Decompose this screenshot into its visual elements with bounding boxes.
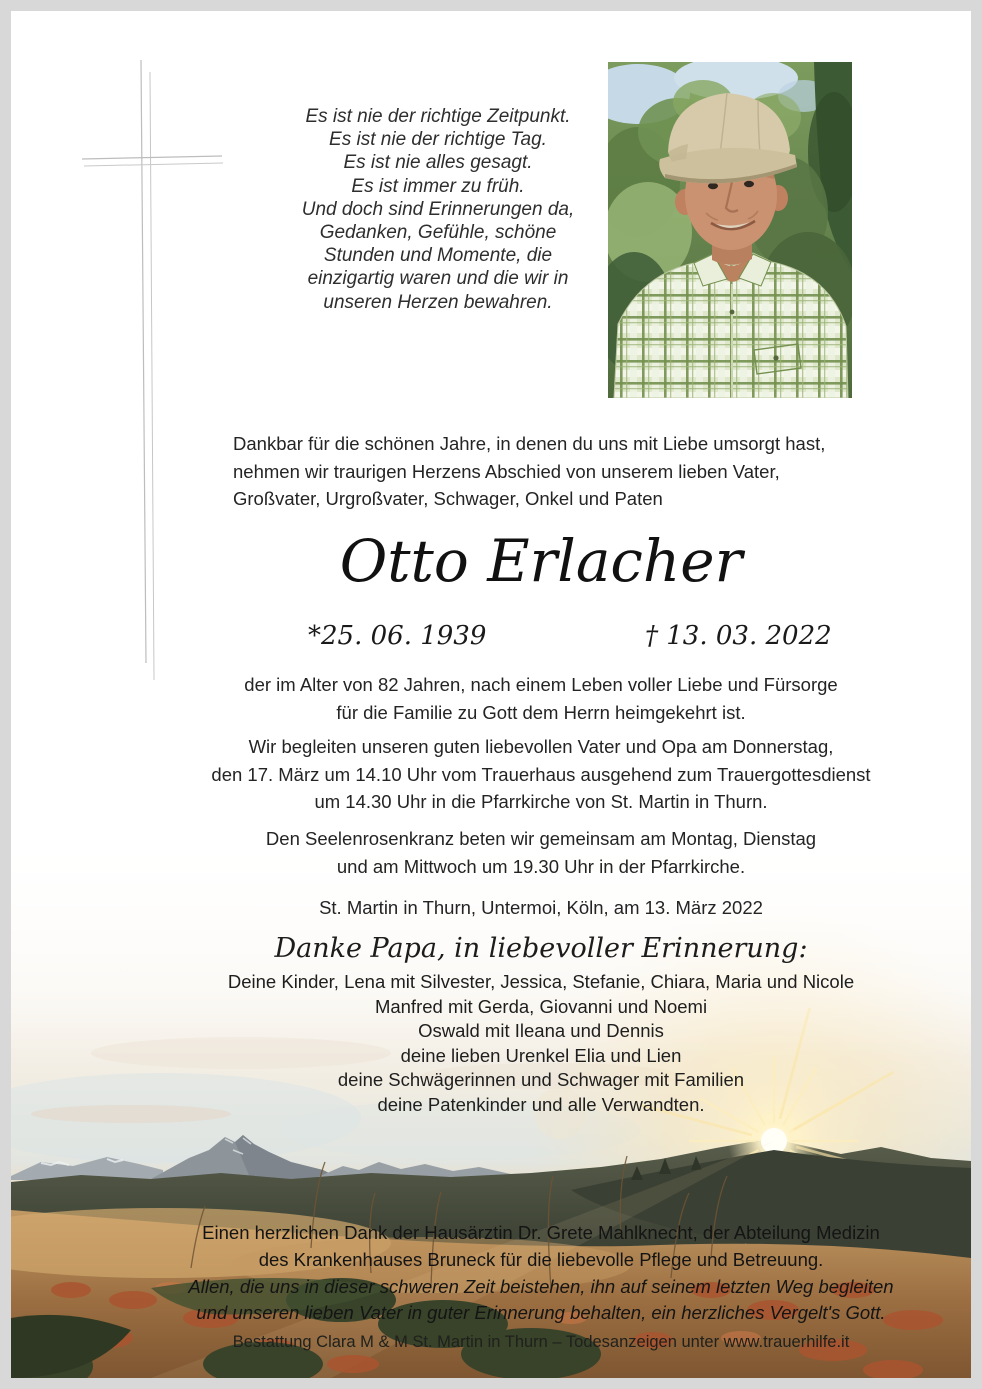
family-list <box>96 970 982 1118</box>
family-line: Deine Kinder, Lena mit Silvester, Jessica, Stefanie, Chiara, Maria und Nicole <box>227 971 855 992</box>
poem-line: Stunden und Momente, die <box>323 245 553 267</box>
announcement-paragraph <box>96 671 982 726</box>
thanks-line: Einen herzlichen Dank der Hausärztin Dr. Grete Mahlknecht, der Abteilung Medizin <box>202 1222 880 1243</box>
family-line: Oswald mit Ileana und Dennis <box>418 1020 664 1042</box>
poem-line: einzigartig waren und die wir in <box>307 268 569 290</box>
portrait-photo <box>608 62 852 398</box>
deceased-name: Otto Erlacher <box>339 527 743 595</box>
thanks-line-italic: und unseren lieben Vater in guter Erinnerung behalten, ein herzliches Vergelt's Gott. <box>196 1302 886 1324</box>
thanks-line-italic: Allen, die uns in dieser schweren Zeit beistehen, ihn auf seinem letzten Weg begleiten <box>188 1275 894 1297</box>
funeral-line: Wir begleiten unseren guten liebevollen Vater und Opa am Donnerstag, <box>248 736 834 757</box>
poem-line: Und doch sind Erinnerungen da, <box>301 198 575 220</box>
intro-paragraph <box>233 430 825 513</box>
footer-line: Bestattung Clara M & M St. Martin in Thurn – Todesanzeigen unter www.trauerhilfe.it <box>232 1333 850 1351</box>
family-line: deine Schwägerinnen und Schwager mit Familien <box>337 1069 745 1091</box>
thanks-block <box>96 1220 982 1327</box>
farewell-heading: Danke Papa, in liebevoller Erinnerung: <box>274 933 808 964</box>
intro-line: nehmen wir traurigen Herzens Abschied von unserem lieben Vater, <box>233 460 780 482</box>
rosary-line: Den Seelenrosenkranz beten wir gemeinsam am Montag, Dienstag <box>265 828 817 849</box>
thanks-line: des Krankenhauses Bruneck für die liebevolle Pflege und Betreuung. <box>258 1248 824 1270</box>
intro-line: Großvater, Urgroßvater, Schwager, Onkel und Paten <box>233 488 663 509</box>
announcement-line: der im Alter von 82 Jahren, nach einem Leben voller Liebe und Fürsorge <box>244 674 838 695</box>
poem-line: Es ist nie der richtige Tag. <box>329 129 547 151</box>
funeral-line: den 17. März um 14.10 Uhr vom Trauerhaus ausgehend zum Trauergottesdienst <box>211 763 871 785</box>
family-line: deine Patenkinder und alle Verwandten. <box>377 1093 705 1115</box>
poem-line: unseren Herzen bewahren. <box>323 291 553 313</box>
poem-line: Gedanken, Gefühle, schöne <box>319 222 557 244</box>
memorial-poem <box>240 105 636 314</box>
poem-line: Es ist nie alles gesagt. <box>343 152 533 174</box>
poem-line: Es ist nie der richtige Zeitpunkt. <box>305 106 571 127</box>
family-line: deine lieben Urenkel Elia und Lien <box>400 1044 682 1066</box>
family-line: Manfred mit Gerda, Giovanni und Noemi <box>374 995 708 1017</box>
funeral-paragraph <box>96 733 982 816</box>
poem-line: Es ist immer zu früh. <box>351 175 525 197</box>
funeral-line: um 14.30 Uhr in die Pfarrkirche von St. Martin in Thurn. <box>314 791 768 812</box>
announcement-line: für die Familie zu Gott dem Herrn heimgekehrt ist. <box>336 701 746 723</box>
death-date: † 13. 03. 2022 <box>645 621 832 651</box>
rosary-line: und am Mittwoch um 19.30 Uhr in der Pfarrkirche. <box>336 855 746 877</box>
rosary-paragraph <box>96 825 982 880</box>
birth-date: *25. 06. 1939 <box>308 621 487 651</box>
place-date-line: St. Martin in Thurn, Untermoi, Köln, am 13. März 2022 <box>319 897 763 918</box>
intro-line: Dankbar für die schönen Jahre, in denen du uns mit Liebe umsorgt hast, <box>233 433 826 454</box>
